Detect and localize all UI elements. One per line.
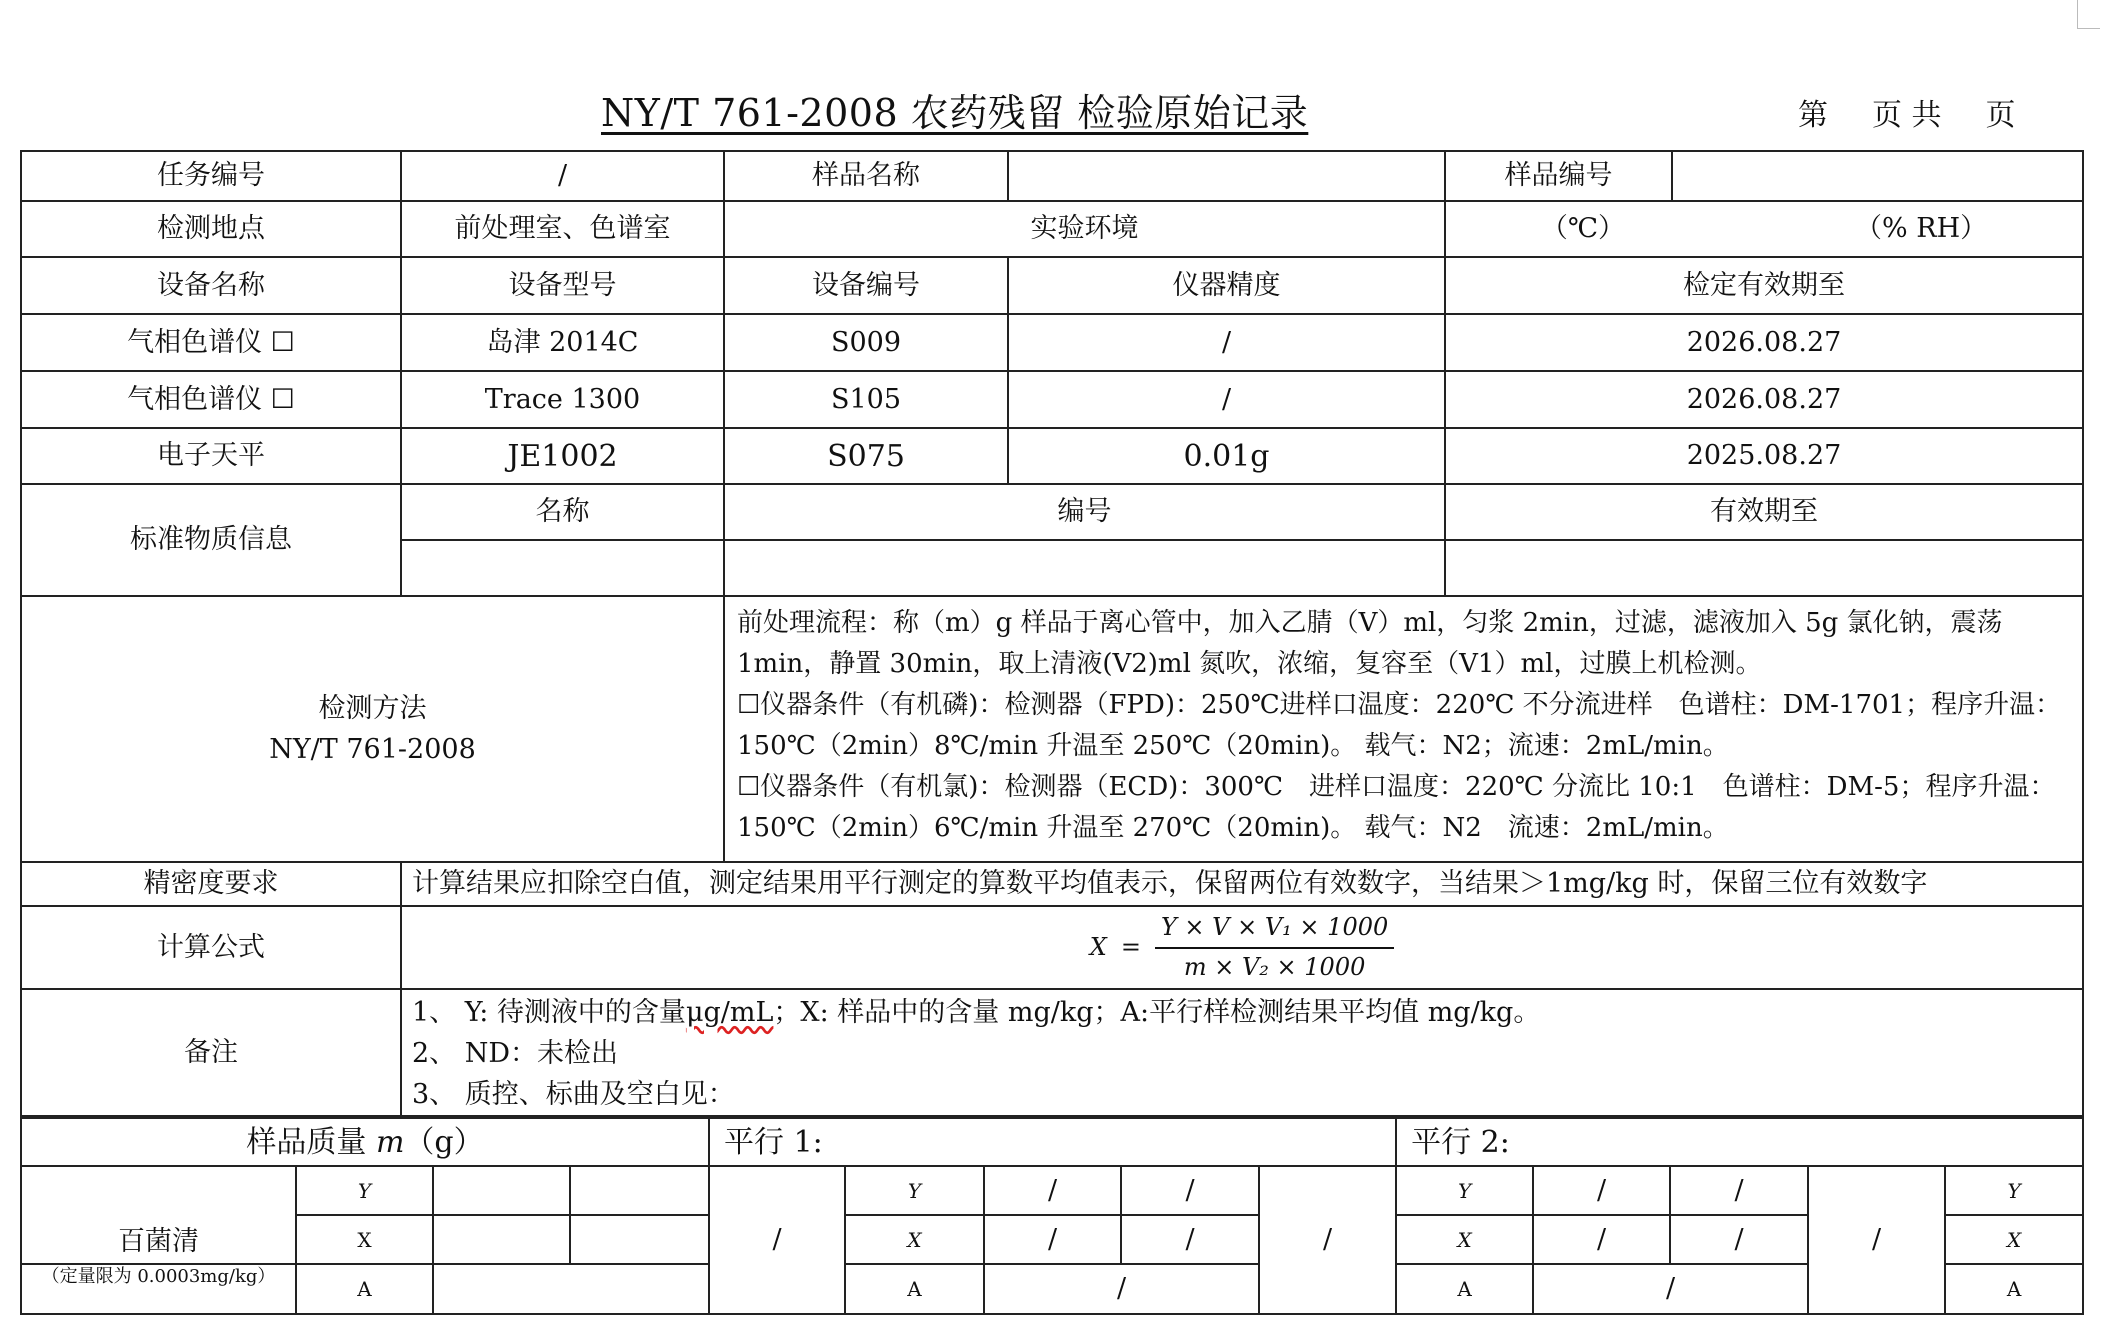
method-line-2[interactable]: ☐仪器条件（有机磷)：检测器（FPD)：250℃进样口温度：220℃ 不分流进样 色谱柱：DM-1701；程序升温：150℃（2min）8℃/min 升温至 250℃（20min)。 载气：N2；流速：2mL/min。 [737, 690, 2062, 761]
standard-label: 标准物质信息 [21, 484, 401, 596]
remark-line-1-post: ；X: 样品中的含量 mg/kg；A:平行样检测结果平均值 mg/kg。 [773, 997, 1541, 1028]
mass-label [21, 1118, 709, 1166]
p2-y-label: Y [1396, 1166, 1533, 1215]
p3-y-label: Y [1945, 1166, 2083, 1215]
equip-no: S009 [724, 314, 1008, 371]
formula-fraction [1155, 912, 1394, 982]
calculation-formula [1090, 912, 1395, 982]
p1-x-slash: / [984, 1215, 1121, 1264]
equip-no: S075 [724, 428, 1008, 484]
page-title: NY/T 761-2008 农药残留 检验原始记录 [601, 91, 1309, 135]
mass-label-m: m [375, 1124, 405, 1160]
table-row [21, 314, 2083, 371]
cell-empty[interactable] [570, 1166, 709, 1215]
location-value[interactable]: 前处理室、色谱室 [401, 201, 724, 257]
equip-name[interactable]: 气相色谱仪 ☐ [21, 314, 401, 371]
p2-x-label: X [1396, 1215, 1533, 1264]
p2-slash: / [1808, 1166, 1945, 1314]
page-number-info [1798, 90, 2016, 134]
env-values[interactable] [1445, 201, 2083, 257]
p1-x-slash: / [1121, 1215, 1259, 1264]
env-rh: （% RH） [1855, 213, 1988, 245]
remark-line-1-pre: 1、 Y: 待测液中的含量 [412, 997, 686, 1028]
p1-x-label: X [845, 1215, 984, 1264]
equip-valid: 2025.08.27 [1445, 428, 2083, 484]
precision-req-text: 计算结果应扣除空白值，测定结果用平行测定的算数平均值表示，保留两位有效数字，当结果＞1mg/kg 时，保留三位有效数字 [401, 862, 2083, 906]
equip-name[interactable]: 气相色谱仪 ☐ [21, 371, 401, 428]
equip-model-header: 设备型号 [401, 257, 724, 314]
remark-line-2: 2、 ND：未检出 [412, 1038, 619, 1069]
p1-y-label: Y [845, 1166, 984, 1215]
remark-line-3: 3、 质控、标曲及空白见： [412, 1079, 735, 1110]
results-table [20, 1117, 2084, 1315]
table-row [21, 371, 2083, 428]
standard-no-header: 编号 [724, 484, 1445, 540]
cell-empty[interactable] [433, 1166, 570, 1215]
env-label: 实验环境 [724, 201, 1445, 257]
equip-no-header: 设备编号 [724, 257, 1008, 314]
location-label: 检测地点 [21, 201, 401, 257]
p1-slash: / [709, 1166, 845, 1314]
formula-denominator: m × V₂ × 1000 [1183, 952, 1366, 981]
method-text [724, 596, 2083, 862]
standard-name-value[interactable] [401, 540, 724, 596]
analyte-name: 百菌清 [21, 1166, 296, 1264]
p3-a-label: A [1945, 1264, 2083, 1314]
method-line-1: 前处理流程：称（m）g 样品于离心管中，加入乙腈（V）ml，匀浆 2min，过滤，滤液加入 5g 氯化钠，震荡 1min，静置 30min，取上清液(V2)ml 氮吹，浓缩，复容至（V1）ml，过膜上机检测。 [737, 608, 2003, 679]
formula-label: 计算公式 [21, 906, 401, 989]
x-label: X [296, 1215, 433, 1264]
method-line-3[interactable]: ☐仪器条件（有机氯)：检测器（ECD)：300℃ 进样口温度：220℃ 分流比 10:1 色谱柱：DM-5；程序升温：150℃（2min）6℃/min 升温至 270℃（20min)。 载气：N2 流速：2mL/min。 [737, 772, 2056, 843]
valid-header: 检定有效期至 [1445, 257, 2083, 314]
equip-precision: 0.01g [1008, 428, 1445, 484]
parallel-2-label: 平行 2: [1396, 1118, 2083, 1166]
p2-y-slash: / [1533, 1166, 1670, 1215]
p1-y-slash: / [1121, 1166, 1259, 1215]
formula-eq: = [1120, 932, 1141, 961]
remarks-text [401, 989, 2083, 1116]
cell-empty[interactable] [570, 1215, 709, 1264]
standard-name-header: 名称 [401, 484, 724, 540]
parallel-1-label: 平行 1: [709, 1118, 1396, 1166]
sample-name-value[interactable] [1008, 151, 1445, 201]
record-table [20, 150, 2084, 1117]
page-info-first: 第 [1798, 98, 1828, 133]
standard-valid-header: 有效期至 [1445, 484, 2083, 540]
table-row [21, 428, 2083, 484]
equip-precision: / [1008, 314, 1445, 371]
formula-lhs: X [1089, 932, 1107, 961]
equip-model: JE1002 [401, 428, 724, 484]
p3-x-label: X [1945, 1215, 2083, 1264]
env-temp: （℃） [1540, 213, 1626, 245]
remark-unit: μg/mL [685, 997, 774, 1028]
task-no-value[interactable]: / [401, 151, 724, 201]
equip-valid: 2026.08.27 [1445, 371, 2083, 428]
equip-name: 电子天平 [21, 428, 401, 484]
task-no-label: 任务编号 [21, 151, 401, 201]
remarks-label: 备注 [21, 989, 401, 1116]
cell-empty[interactable] [433, 1264, 709, 1314]
standard-no-value[interactable] [724, 540, 1445, 596]
method-label-cell [21, 596, 724, 862]
equip-name-header: 设备名称 [21, 257, 401, 314]
p2-y-slash: / [1670, 1166, 1808, 1215]
limit-text: （定量限为 0.0003mg/kg） [21, 1264, 296, 1314]
p2-a-slash: / [1533, 1264, 1808, 1314]
equip-valid: 2026.08.27 [1445, 314, 2083, 371]
precision-header: 仪器精度 [1008, 257, 1445, 314]
mass-label-post: （g） [404, 1124, 484, 1160]
y-label: Y [296, 1166, 433, 1215]
standard-valid-value[interactable] [1445, 540, 2083, 596]
sample-name-label: 样品名称 [724, 151, 1008, 201]
equip-model: Trace 1300 [401, 371, 724, 428]
equip-no: S105 [724, 371, 1008, 428]
method-code: NY/T 761-2008 [269, 734, 476, 765]
formula-numerator: Y × V × V₁ × 1000 [1155, 912, 1394, 948]
p1-a-label: A [845, 1264, 984, 1314]
p2-a-label: A [1396, 1264, 1533, 1314]
mass-label-pre: 样品质量 [246, 1124, 376, 1160]
remark-line-1 [412, 992, 2072, 1033]
p2-x-slash: / [1533, 1215, 1670, 1264]
page-info-second: 页 共 [1872, 98, 1942, 133]
p1-a-slash: / [984, 1264, 1259, 1314]
p1-result-slash: / [1259, 1166, 1396, 1314]
cell-empty[interactable] [433, 1215, 570, 1264]
equip-precision: / [1008, 371, 1445, 428]
a-label: A [296, 1264, 433, 1314]
p1-y-slash: / [984, 1166, 1121, 1215]
page-info-third: 页 [1985, 98, 2016, 133]
p2-x-slash: / [1670, 1215, 1808, 1264]
equip-model: 岛津 2014C [401, 314, 724, 371]
formula-cell [401, 906, 2083, 989]
sample-no-label: 样品编号 [1445, 151, 1672, 201]
precision-req-label: 精密度要求 [21, 862, 401, 906]
method-label: 检测方法 [318, 692, 427, 724]
sample-no-value[interactable] [1672, 151, 2083, 201]
corner-mark [2077, 0, 2100, 29]
